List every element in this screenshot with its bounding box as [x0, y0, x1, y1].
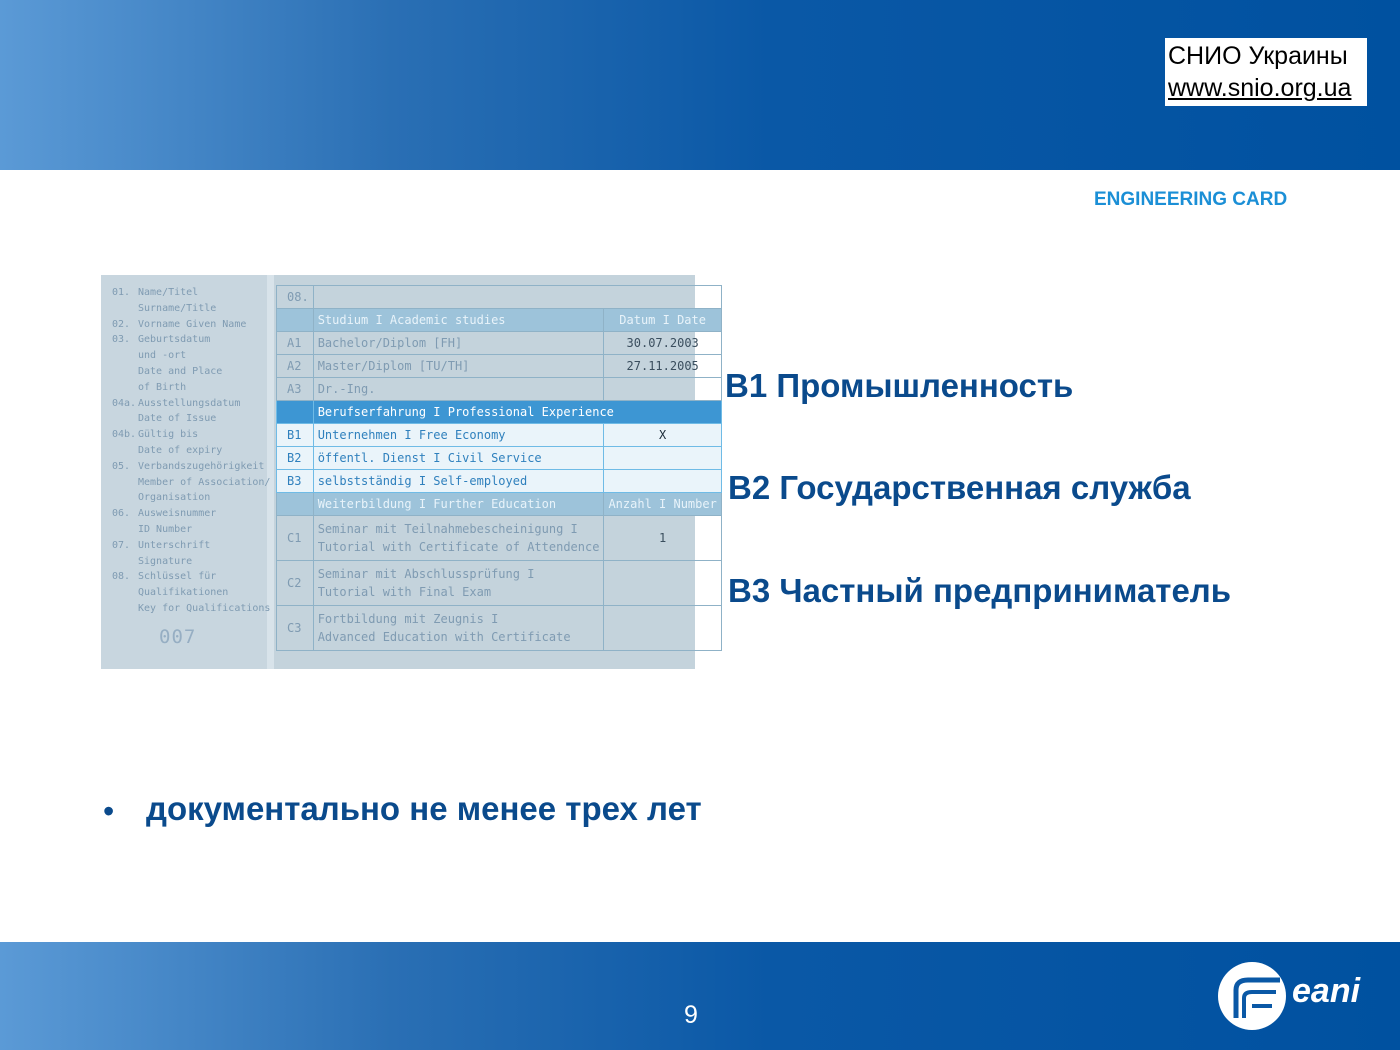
card-field-number: 04b.: [112, 429, 137, 441]
further-education-header: Weiterbildung I Further Education Anzahl I Number: [277, 493, 722, 516]
card-field-number: 05.: [112, 460, 131, 472]
feani-logo: [1214, 962, 1386, 1030]
table-row: C3 Fortbildung mit Zeugnis I Advanced Education with Certificate: [277, 606, 722, 651]
card-field-label-line: of Birth: [138, 381, 187, 393]
page-number: 9: [684, 1001, 698, 1029]
card-field-label-line: Geburtsdatum: [138, 334, 211, 346]
card-field-label: [138, 285, 267, 317]
card-field-label: [138, 459, 270, 506]
card-field-label: [138, 317, 267, 333]
section-title: ENGINEERING CARD: [1094, 189, 1288, 210]
bullet-marker: •: [103, 793, 115, 829]
card-field-label-line: Verbandszugehörigkeit: [138, 460, 265, 472]
logo-wordmark: eani: [1292, 972, 1361, 1010]
card-field-label: [138, 569, 270, 616]
card-field-list: [112, 285, 271, 617]
card-field-number: 08.: [112, 571, 131, 583]
card-field-label-line: Gültig bis: [138, 429, 199, 441]
card-field-number: 01.: [112, 287, 131, 298]
card-field-label-line: Name/Titel: [138, 287, 199, 298]
professional-experience-header: Berufserfahrung I Professional Experience: [277, 401, 722, 424]
card-field-label-line: Date of expiry: [138, 444, 223, 456]
card-field-number: 06.: [112, 508, 131, 520]
card-field-label-line: Date of Issue: [138, 413, 217, 425]
card-field: [112, 538, 267, 570]
card-field-label-line: Key for Qualifications: [138, 602, 271, 614]
academic-studies-header: Studium I Academic studies Datum I Date: [277, 309, 722, 332]
card-field-number: 07.: [112, 539, 131, 551]
card-field-label-line: und -ort: [138, 350, 187, 362]
card-field-label: [138, 396, 267, 428]
card-field-label-line: Unterschrift: [138, 539, 211, 551]
org-name: СНИО Украины: [1168, 42, 1348, 70]
table-row: [277, 286, 722, 309]
card-field-label: [138, 332, 267, 395]
table-row: C1 Seminar mit Teilnahmebescheinigung I Tutorial with Certificate of Attendence 1: [277, 516, 722, 561]
card-field: [112, 459, 271, 506]
table-row-b3: B3 selbstständig I Self-employed: [277, 470, 722, 493]
table-row-b1: B1 Unternehmen I Free Economy X: [277, 424, 722, 447]
card-field: [112, 332, 267, 395]
card-field: [112, 506, 267, 538]
card-field-label: [138, 506, 267, 538]
card-field-number: 04a.: [112, 397, 137, 409]
card-field-label-line: Surname/Title: [138, 302, 217, 314]
card-field-label-line: Schlüssel für: [138, 571, 217, 583]
card-field-number: 02.: [112, 318, 131, 330]
category-b3: B3 Частный предприниматель: [728, 572, 1232, 609]
category-b2: B2 Государственная служба: [728, 469, 1191, 506]
card-field-label-line: Qualifikationen: [138, 587, 229, 599]
card-field-label: [138, 427, 267, 459]
table-row: C2 Seminar mit Abschlussprüfung I Tutorial with Final Exam: [277, 561, 722, 606]
card-field-label-line: Date and Place: [138, 365, 223, 377]
card-field: [112, 317, 267, 333]
category-b1: B1 Промышленность: [725, 367, 1074, 404]
engineering-card-image: [101, 275, 717, 669]
qualification-table: [276, 285, 722, 651]
card-field: [112, 569, 271, 616]
card-field-label-line: Organisation: [138, 492, 211, 504]
card-field-label-line: ID Number: [138, 523, 193, 535]
card-code: 007: [159, 626, 197, 648]
table-row-b2: B2 öffentl. Dienst I Civil Service: [277, 447, 722, 470]
card-field-label: [138, 538, 267, 570]
table-row: A2 Master/Diplom [TU/TH] 27.11.2005: [277, 355, 722, 378]
bullet-text: документально не менее трех лет: [146, 790, 702, 827]
card-field-label-line: Ausweisnummer: [138, 508, 217, 520]
org-url-link[interactable]: www.snio.org.ua: [1168, 74, 1352, 102]
card-field-number: 03.: [112, 334, 131, 346]
card-field: [112, 396, 267, 428]
row-code: 08.: [277, 286, 314, 309]
card-field: [112, 285, 267, 317]
table-row: A3 Dr.-Ing.: [277, 378, 722, 401]
card-field-label-line: Signature: [138, 555, 193, 567]
card-field: [112, 427, 267, 459]
table-row: A1 Bachelor/Diplom [FH] 30.07.2003: [277, 332, 722, 355]
footer-band: [0, 942, 1400, 1050]
card-field-label-line: Member of Association/: [138, 476, 271, 488]
card-field-label-line: Vorname Given Name: [138, 318, 247, 330]
card-field-label-line: Ausstellungsdatum: [138, 397, 241, 409]
